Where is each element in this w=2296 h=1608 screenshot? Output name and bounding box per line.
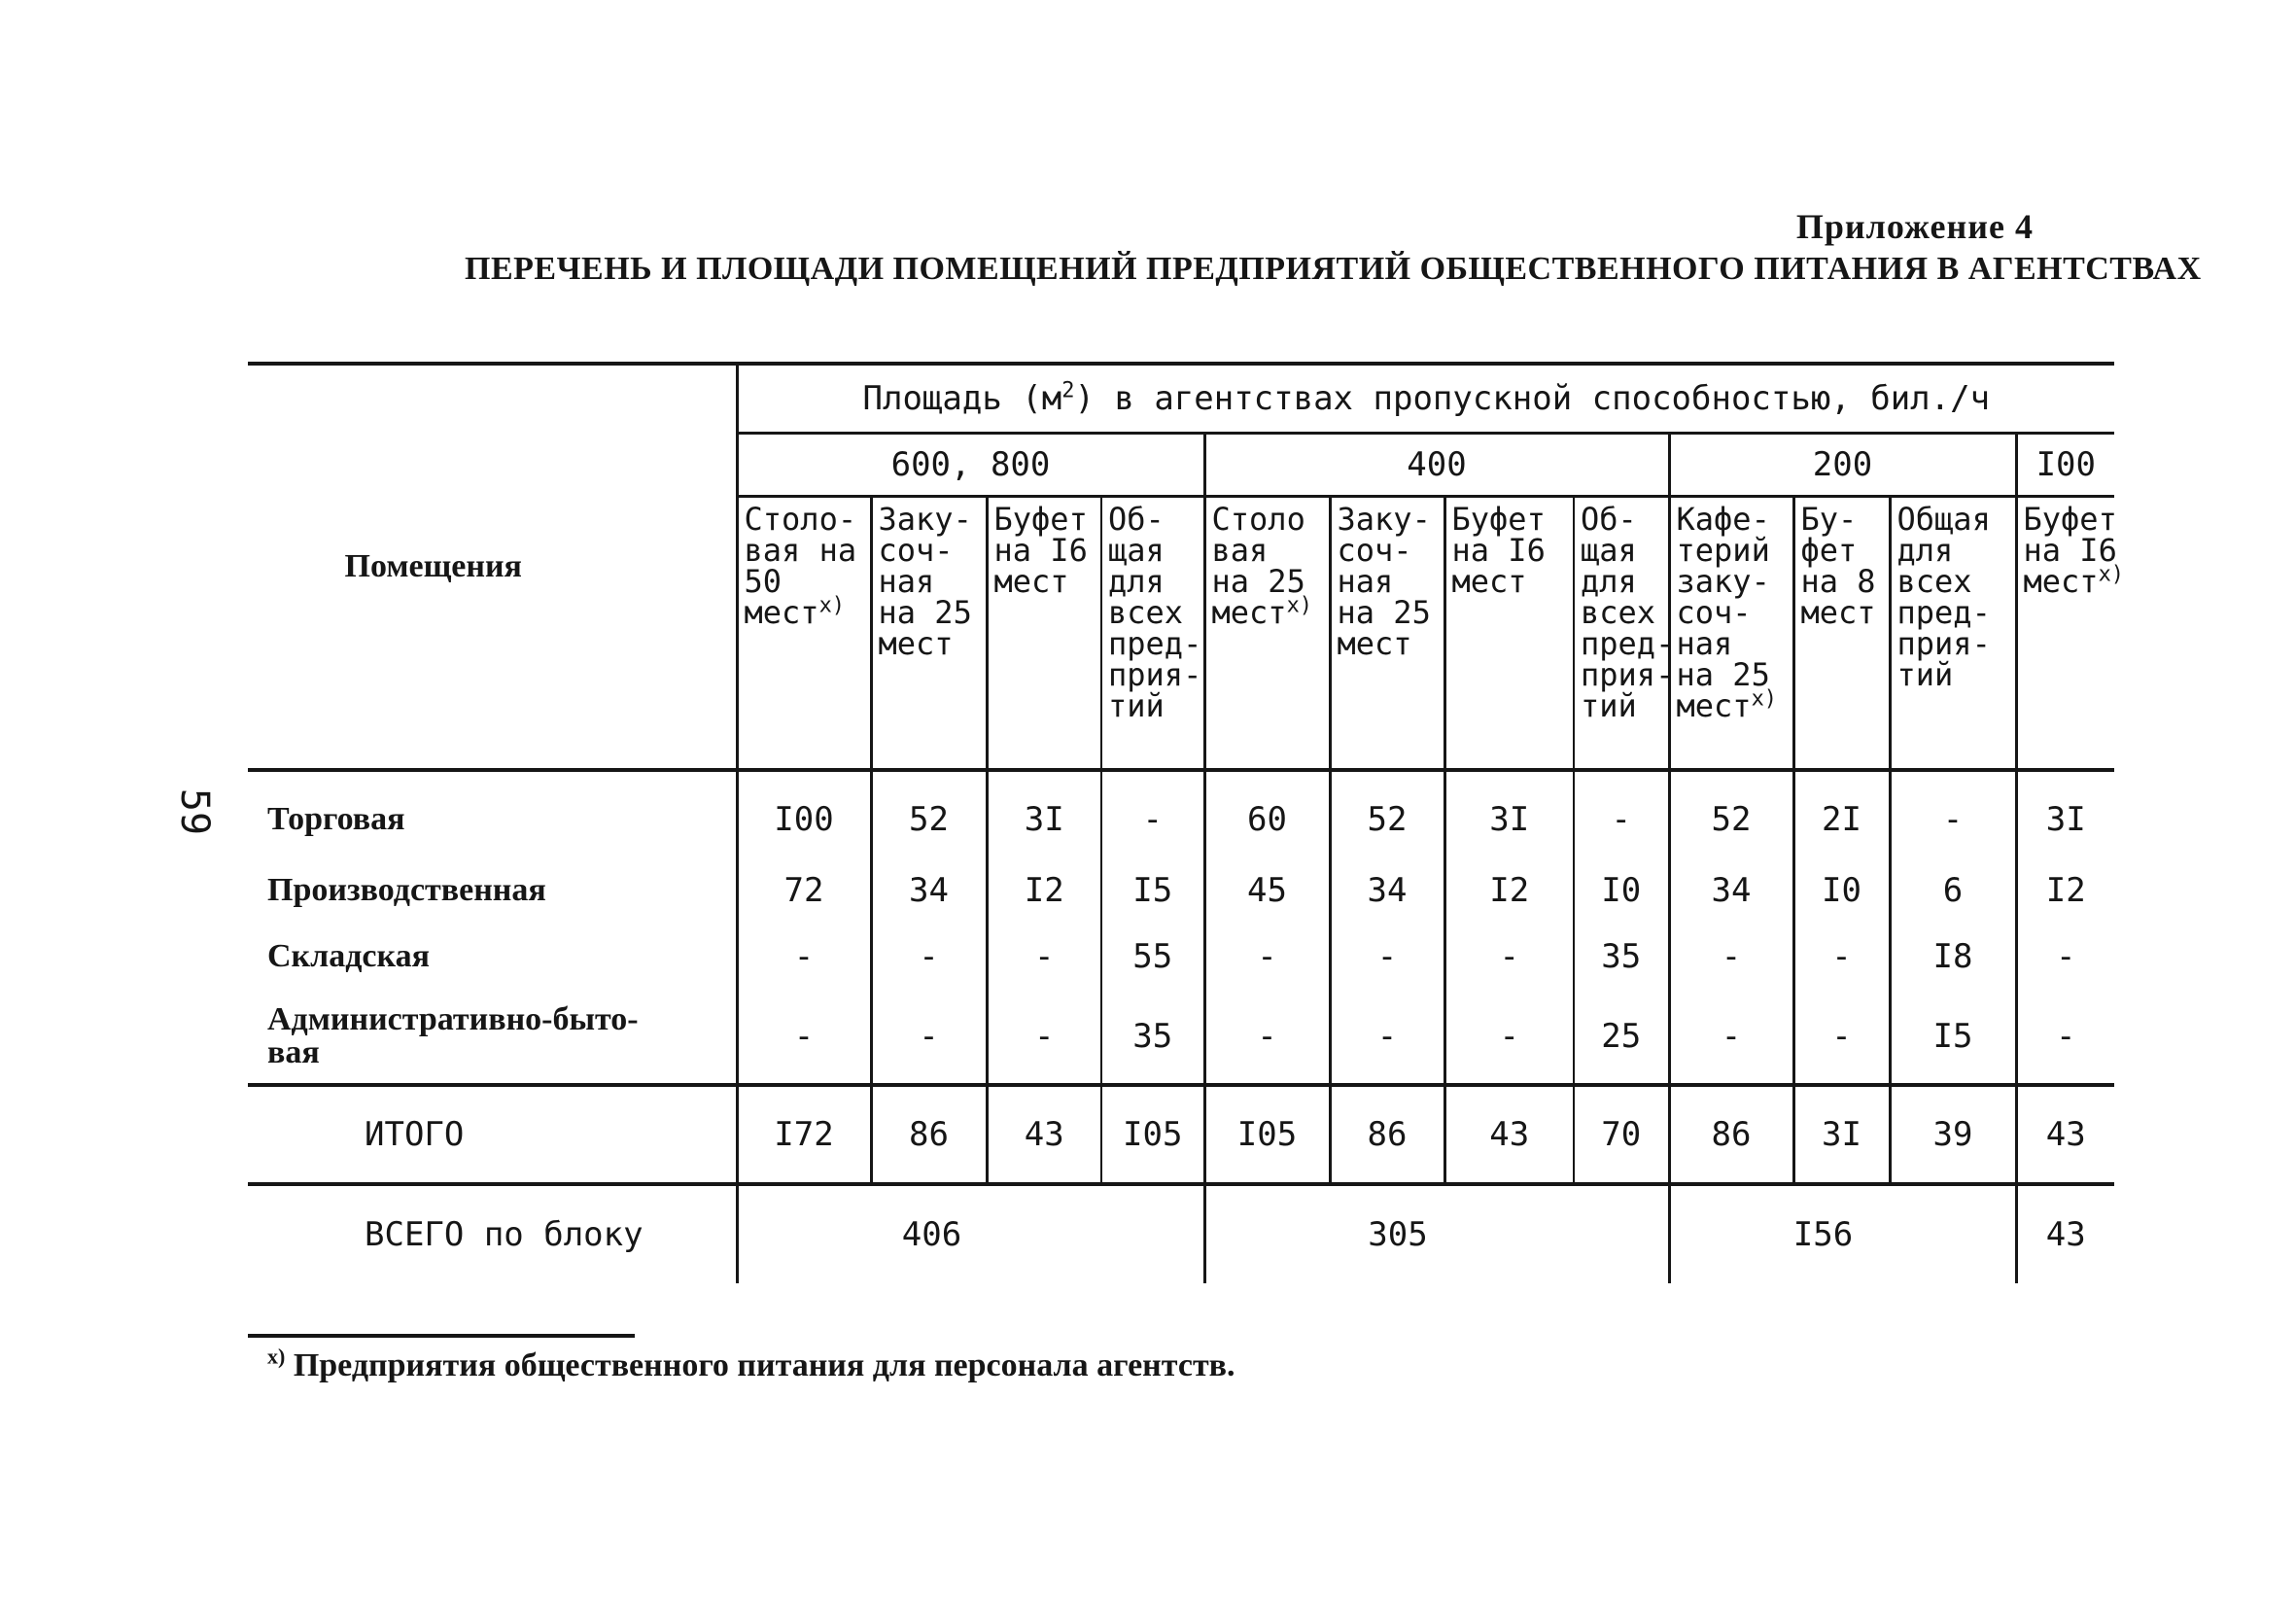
page-number: 59 bbox=[172, 787, 218, 836]
table-cell: 3I bbox=[1793, 1085, 1890, 1184]
table-cell: 39 bbox=[1890, 1085, 2016, 1184]
total-label: ВСЕГО по блоку bbox=[365, 1215, 644, 1254]
total-cell: 406 bbox=[737, 1184, 1204, 1283]
table-cell: 86 bbox=[871, 1085, 987, 1184]
table-cell: 3I bbox=[1444, 770, 1574, 857]
table-cell: - bbox=[1330, 924, 1444, 990]
footnote-marker: x) bbox=[2098, 562, 2125, 587]
subheader: Заку- соч- ная на 25 мест bbox=[1330, 497, 1444, 771]
subheader: Бу- фет на 8 мест bbox=[1793, 497, 1890, 771]
table-cell: 86 bbox=[1669, 1085, 1793, 1184]
total-row bbox=[248, 1184, 2114, 1283]
table-cell: - bbox=[1890, 770, 2016, 857]
total-cell: I56 bbox=[1669, 1184, 2016, 1283]
table-cell: - bbox=[1793, 924, 1890, 990]
table-cell: 52 bbox=[871, 770, 987, 857]
subheader: Столо вая на 25 мест$^{x)}$ bbox=[1204, 497, 1330, 771]
header-capacity-400: 400 bbox=[1204, 434, 1669, 497]
row-label: Складская bbox=[267, 938, 430, 974]
footnote-text: Предприятия общественного питания для персонала агентств. bbox=[293, 1347, 1235, 1383]
table-row bbox=[248, 770, 2114, 857]
table-cell: - bbox=[1204, 924, 1330, 990]
header-capacity-600-800: 600, 800 bbox=[737, 434, 1204, 497]
table-cell: - bbox=[1101, 770, 1204, 857]
table-cell: 45 bbox=[1204, 857, 1330, 924]
table-cell: I00 bbox=[737, 770, 871, 857]
table-cell: 86 bbox=[1330, 1085, 1444, 1184]
table-cell: - bbox=[871, 924, 987, 990]
footnote bbox=[267, 1344, 1235, 1384]
subheader: Общая для всех пред- прия- тий bbox=[1890, 497, 2016, 771]
table-cell: I0 bbox=[1574, 857, 1669, 924]
table-cell: 35 bbox=[1101, 990, 1204, 1085]
subheader: Кафе- терий заку- соч- ная на 25 мест$^{x)}$ bbox=[1669, 497, 1793, 771]
table-cell: - bbox=[1669, 990, 1793, 1085]
footnote-marker: x) bbox=[1751, 686, 1778, 712]
subheader: Буфет на I6 мест bbox=[1444, 497, 1574, 771]
table-cell: 52 bbox=[1669, 770, 1793, 857]
table-cell: 35 bbox=[1574, 924, 1669, 990]
table-cell: I2 bbox=[1444, 857, 1574, 924]
table-cell: - bbox=[1444, 924, 1574, 990]
row-label: Торговая bbox=[267, 801, 405, 837]
table-cell: 52 bbox=[1330, 770, 1444, 857]
appendix-label: Приложение 4 bbox=[1795, 207, 2034, 246]
table-cell: I05 bbox=[1204, 1085, 1330, 1184]
table-cell: 25 bbox=[1574, 990, 1669, 1085]
header-capacity-100: I00 bbox=[2016, 434, 2114, 497]
footnote-marker: x) bbox=[818, 593, 846, 618]
subheader: Буфет на I6 мест$^{x)}$ bbox=[2016, 497, 2114, 771]
table-cell: I5 bbox=[1890, 990, 2016, 1085]
table-cell: 34 bbox=[1330, 857, 1444, 924]
table-cell: I2 bbox=[2016, 857, 2114, 924]
subtotal-row bbox=[248, 1085, 2114, 1184]
table-cell: 72 bbox=[737, 857, 871, 924]
table-cell: - bbox=[1793, 990, 1890, 1085]
table-cell: I05 bbox=[1101, 1085, 1204, 1184]
table-cell: - bbox=[1444, 990, 1574, 1085]
footnote-divider bbox=[248, 1334, 635, 1338]
table-cell: 34 bbox=[1669, 857, 1793, 924]
table-cell: - bbox=[1330, 990, 1444, 1085]
table-cell: 2I bbox=[1793, 770, 1890, 857]
footnote-marker: x) bbox=[1286, 593, 1313, 618]
table-row bbox=[248, 857, 2114, 924]
table-cell: 6 bbox=[1890, 857, 2016, 924]
table-cell: - bbox=[2016, 924, 2114, 990]
table-cell: 43 bbox=[1444, 1085, 1574, 1184]
table-cell: I2 bbox=[987, 857, 1101, 924]
subheader: Заку- соч- ная на 25 мест bbox=[871, 497, 987, 771]
table-row bbox=[248, 924, 2114, 990]
table-cell: - bbox=[737, 924, 871, 990]
table-cell: - bbox=[871, 990, 987, 1085]
header-capacity-200: 200 bbox=[1669, 434, 2016, 497]
table-cell: 3I bbox=[987, 770, 1101, 857]
subheader: Буфет на I6 мест bbox=[987, 497, 1101, 771]
header-area: Площадь $(м^2)$ в агентствах пропускной способностью, бил./ч bbox=[737, 364, 2114, 434]
table-cell: 55 bbox=[1101, 924, 1204, 990]
table-cell: - bbox=[1669, 924, 1793, 990]
table-cell: 3I bbox=[2016, 770, 2114, 857]
subheader: Об- щая для всех пред- прия- тий bbox=[1574, 497, 1669, 771]
document-title: ПЕРЕЧЕНЬ И ПЛОЩАДИ ПОМЕЩЕНИЙ ПРЕДПРИЯТИЙ ОБЩЕСТВЕННОГО ПИТАНИЯ В АГЕНТСТВАХ bbox=[465, 251, 2202, 287]
table-cell: I5 bbox=[1101, 857, 1204, 924]
table-cell: - bbox=[2016, 990, 2114, 1085]
table-cell: 70 bbox=[1574, 1085, 1669, 1184]
table-row bbox=[248, 990, 2114, 1085]
table-cell: 43 bbox=[2016, 1085, 2114, 1184]
subheader: Столо- вая на 50 мест$^{x)}$ bbox=[737, 497, 871, 771]
subheader: Об- щая для всех пред- прия- тий bbox=[1101, 497, 1204, 771]
row-label: Административно-быто- вая bbox=[267, 1001, 639, 1070]
table-cell: 43 bbox=[987, 1085, 1101, 1184]
row-label: Производственная bbox=[267, 872, 546, 908]
table-cell: I72 bbox=[737, 1085, 871, 1184]
table-cell: - bbox=[737, 990, 871, 1085]
table-cell: I0 bbox=[1793, 857, 1890, 924]
table-cell: - bbox=[1574, 770, 1669, 857]
table-cell: I8 bbox=[1890, 924, 2016, 990]
table-cell: - bbox=[987, 924, 1101, 990]
table-cell: - bbox=[1204, 990, 1330, 1085]
total-cell: 305 bbox=[1204, 1184, 1669, 1283]
footnote-marker: x) bbox=[267, 1344, 286, 1369]
header-rooms: Помещения bbox=[248, 364, 737, 770]
total-cell: 43 bbox=[2016, 1184, 2114, 1283]
subtotal-label: ИТОГО bbox=[365, 1115, 465, 1154]
rooms-area-table bbox=[248, 362, 2125, 1283]
table-cell: 34 bbox=[871, 857, 987, 924]
table-cell: 60 bbox=[1204, 770, 1330, 857]
table-cell: - bbox=[987, 990, 1101, 1085]
